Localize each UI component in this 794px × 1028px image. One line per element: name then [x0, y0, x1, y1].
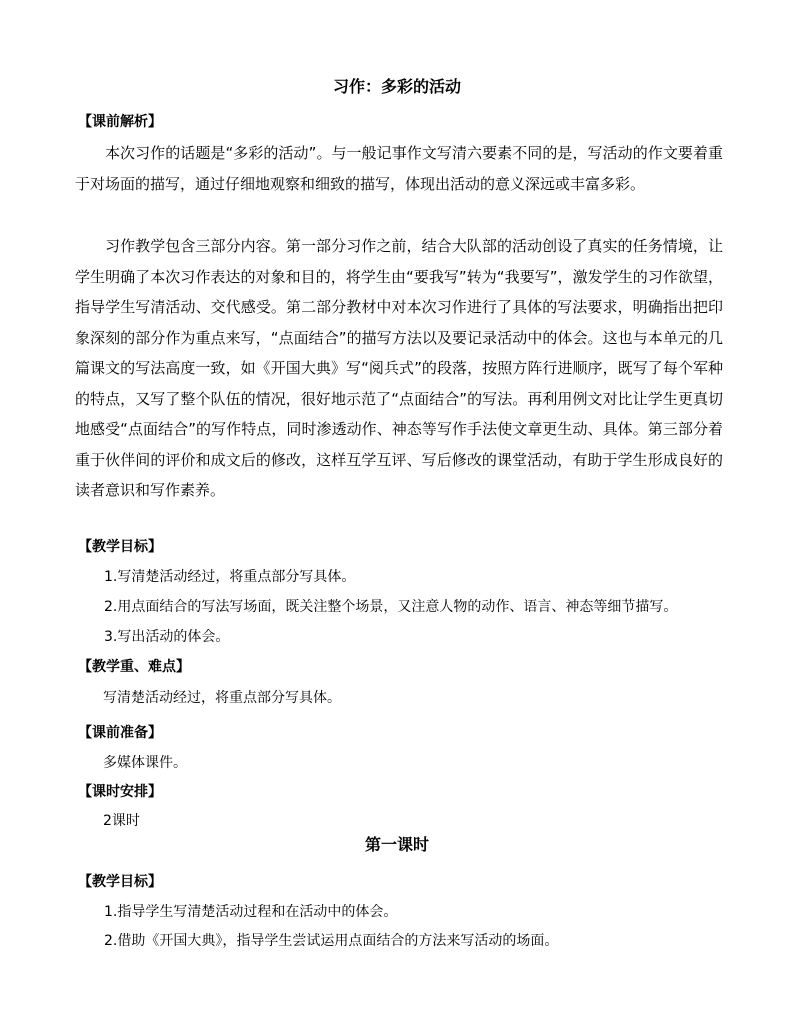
lesson1-goal-item-2: 2.借助《开国大典》，指导学生尝试运用点面结合的方法来写活动的场面。: [104, 933, 559, 949]
goal-item-1: 1.写清楚活动经过，将重点部分写具体。: [104, 569, 356, 585]
lesson1-title: 第一课时: [364, 835, 429, 854]
heading-analysis: 【课前解析】: [78, 114, 162, 130]
preparation-text: 多媒体课件。: [103, 755, 187, 771]
analysis-paragraph-2: 习作教学包含三部分内容。第一部分习作之前，结合大队部的活动创设了真实的任务情境，让学生明确了本次习作表达的对象和目的，将学生由“要我写”转为“我要写”，激发学生的习作欲望，指导学生写清活动、交代感受。第二部分教材中对本次习作进行了具体的写法要求，明确指出把印象深刻的部分作为重点来写，“点面结合”的描写方法以及要记录活动中的体会。这也与本单元的几篇课文的写法高度一致，如《开国大典》写“阅兵式”的段落，按照方阵行进顺序，既写了每个军种的特点，又写了整个队伍的情况，很好地示范了“点面结合”的写法。再利用例文对比让学生更真切地感受“点面结合”的写作特点，同时渗透动作、神态等写作手法使文章更生动、具体。第三部分着重于伙伴间的评价和成文后的修改，这样互学互评、写后修改的课堂活动，有助于学生形成良好的读者意识和写作素养。: [75, 237, 723, 499]
key-points-text: 写清楚活动经过，将重点部分写具体。: [103, 690, 341, 706]
heading-key-points: 【教学重、难点】: [78, 659, 190, 675]
goal-item-2: 2.用点面结合的写法写场面，既关注整个场景，又注意人物的动作、语言、神态等细节描写。: [104, 599, 678, 615]
analysis-paragraph-1: 本次习作的话题是“多彩的活动”。与一般记事作文写清六要素不同的是，写活动的作文要着重于对场面的描写，通过仔细地观察和细致的描写，体现出活动的意义深远或丰富多彩。: [75, 144, 723, 193]
heading-lesson1-goals: 【教学目标】: [78, 874, 162, 890]
goal-item-3: 3.写出活动的体会。: [104, 629, 230, 645]
document-title: 习作：多彩的活动: [332, 77, 461, 96]
heading-preparation: 【课前准备】: [78, 725, 162, 741]
heading-schedule: 【课时安排】: [78, 784, 162, 800]
lesson1-goal-item-1: 1.指导学生写清楚活动过程和在活动中的体会。: [104, 904, 398, 920]
heading-teaching-goals: 【教学目标】: [78, 539, 162, 555]
schedule-text: 2课时: [103, 813, 140, 829]
